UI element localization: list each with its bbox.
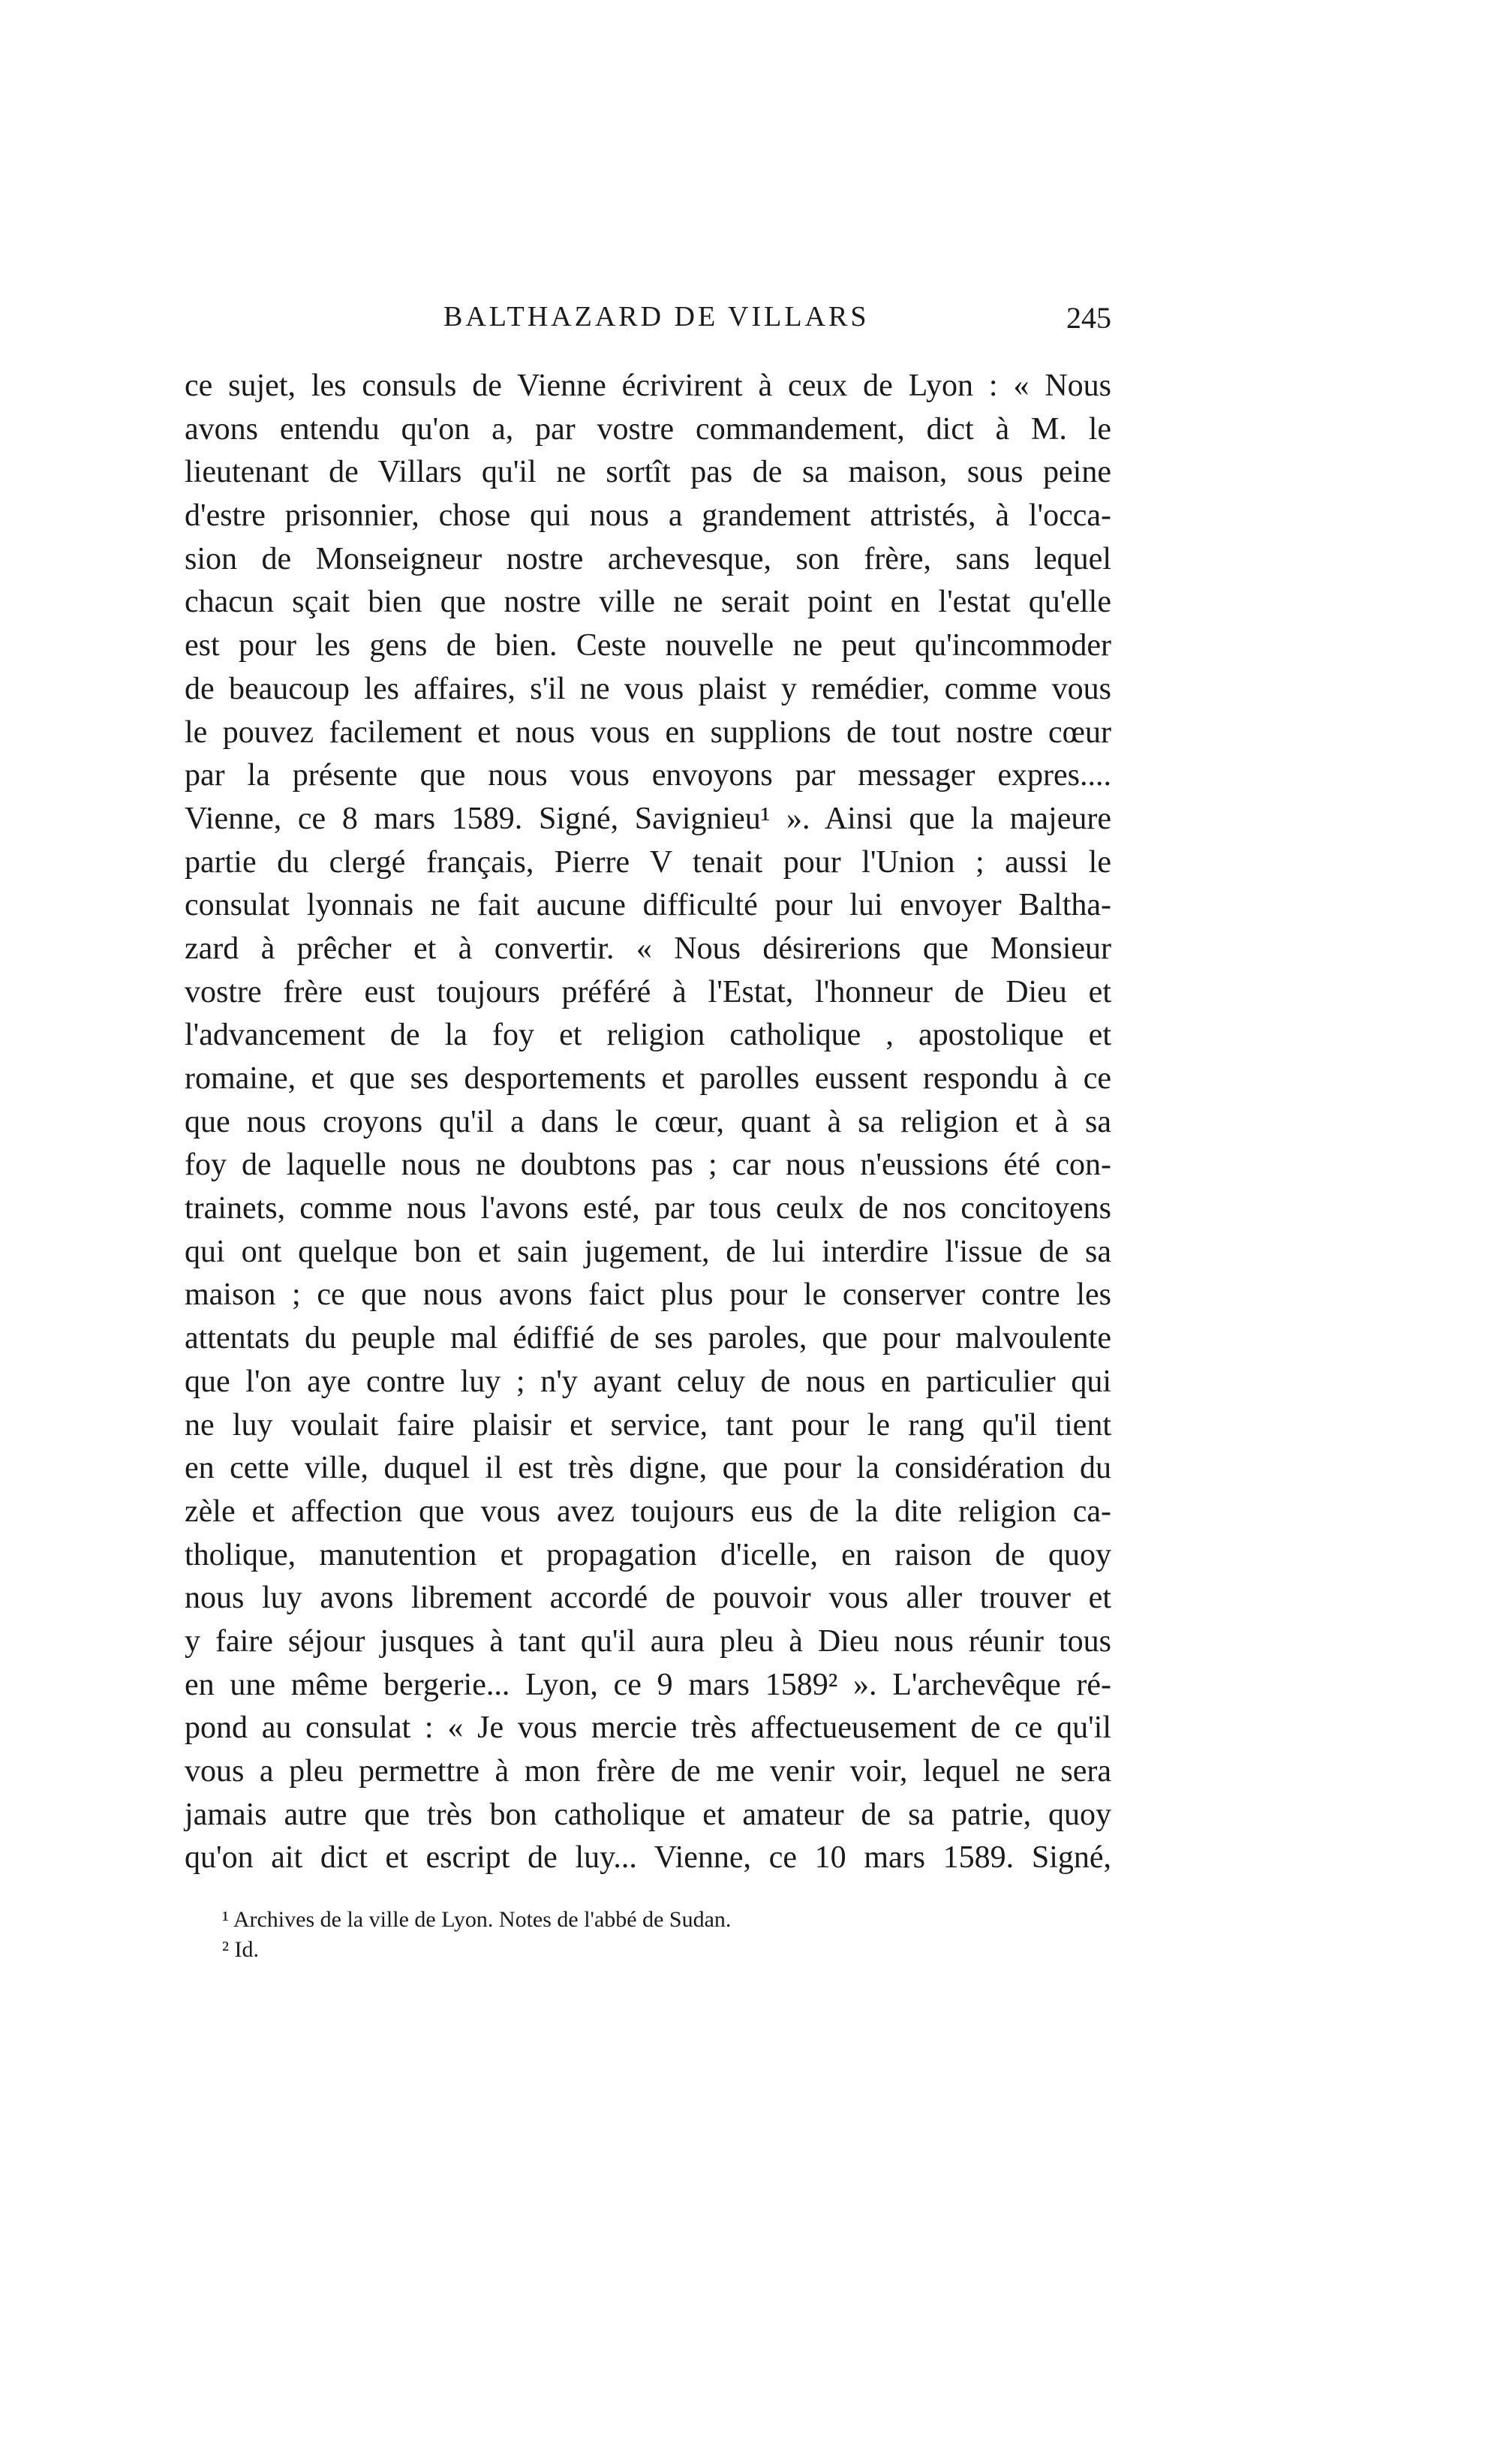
text-line: de beaucoup les affaires, s'il ne vous plaist y remédier, comme vous: [185, 671, 1111, 706]
text-line: avons entendu qu'on a, par vostre commandement, dict à M. le: [185, 411, 1111, 447]
text-line: que l'on aye contre luy ; n'y ayant celuy de nous en particulier qui: [185, 1364, 1111, 1399]
text-line: en une même bergerie... Lyon, ce 9 mars 1589² ». L'archevêque ré-: [185, 1667, 1111, 1702]
running-title: BALTHAZARD DE VILLARS: [443, 301, 870, 332]
text-line: consulat lyonnais ne fait aucune difficulté pour lui envoyer Baltha-: [185, 888, 1111, 923]
text-line: vous a pleu permettre à mon frère de me venir voir, lequel ne sera: [185, 1754, 1111, 1789]
text-line: lieutenant de Villars qu'il ne sortît pas de sa maison, sous peine: [185, 455, 1111, 490]
text-line: romaine, et que ses desportements et parolles eussent respondu à ce: [185, 1061, 1111, 1096]
text-line: attentats du peuple mal édiffié de ses paroles, que pour malvoulente: [185, 1321, 1111, 1356]
text-line: foy de laquelle nous ne doubtons pas ; car nous n'eussions été con-: [185, 1148, 1111, 1183]
text-line: tholique, manutention et propagation d'icelle, en raison de quoy: [185, 1537, 1111, 1572]
text-line: qu'on ait dict et escript de luy... Vienne, ce 10 mars 1589. Signé,: [185, 1840, 1111, 1876]
footnote: ¹ Archives de la ville de Lyon. Notes de l'abbé de Sudan.: [222, 1907, 732, 1932]
text-line: nous luy avons librement accordé de pouvoir vous aller trouver et: [185, 1581, 1111, 1616]
text-line: trainets, comme nous l'avons esté, par tous ceulx de nos concitoyens: [185, 1191, 1111, 1226]
footnote: ² Id.: [222, 1937, 259, 1962]
text-line: sion de Monseigneur nostre archevesque, son frère, sans lequel: [185, 541, 1111, 576]
text-line: que nous croyons qu'il a dans le cœur, quant à sa religion et à sa: [185, 1104, 1111, 1139]
text-line: ce sujet, les consuls de Vienne écrivirent à ceux de Lyon : « Nous: [185, 369, 1111, 403]
text-line: en cette ville, duquel il est très digne, que pour la considération du: [185, 1451, 1111, 1486]
text-line: d'estre prisonnier, chose qui nous a grandement attristés, à l'occa-: [185, 498, 1111, 534]
text-line: partie du clergé français, Pierre V tenait pour l'Union ; aussi le: [185, 844, 1111, 880]
running-head: [185, 300, 1111, 345]
text-line: maison ; ce que nous avons faict plus pour le conserver contre les: [185, 1277, 1111, 1313]
text-line: le pouvez facilement et nous vous en supplions de tout nostre cœur: [185, 715, 1111, 750]
text-line: zard à prêcher et à convertir. « Nous désirerions que Monsieur: [185, 931, 1111, 966]
text-line: pond au consulat : « Je vous mercie très affectueusement de ce qu'il: [185, 1710, 1111, 1746]
text-line: qui ont quelque bon et sain jugement, de lui interdire l'issue de sa: [185, 1234, 1111, 1269]
text-line: est pour les gens de bien. Ceste nouvelle ne peut qu'incommoder: [185, 628, 1111, 663]
text-line: vostre frère eust toujours préféré à l'Estat, l'honneur de Dieu et: [185, 974, 1111, 1009]
page-number: 245: [1066, 301, 1111, 335]
text-line: zèle et affection que vous avez toujours eus de la dite religion ca-: [185, 1494, 1111, 1529]
text-line: y faire séjour jusques à tant qu'il aura pleu à Dieu nous réunir tous: [185, 1623, 1111, 1659]
text-line: ne luy voulait faire plaisir et service, tant pour le rang qu'il tient: [185, 1407, 1111, 1443]
text-line: par la présente que nous vous envoyons par messager expres....: [185, 758, 1111, 793]
text-line: jamais autre que très bon catholique et amateur de sa patrie, quoy: [185, 1797, 1111, 1832]
text-line: l'advancement de la foy et religion catholique , apostolique et: [185, 1018, 1111, 1053]
text-line: Vienne, ce 8 mars 1589. Signé, Savignieu¹ ». Ainsi que la majeure: [185, 801, 1111, 836]
text-line: chacun sçait bien que nostre ville ne serait point en l'estat qu'elle: [185, 585, 1111, 620]
body-paragraph: [185, 365, 1111, 1880]
footnotes: [185, 1905, 1111, 1965]
